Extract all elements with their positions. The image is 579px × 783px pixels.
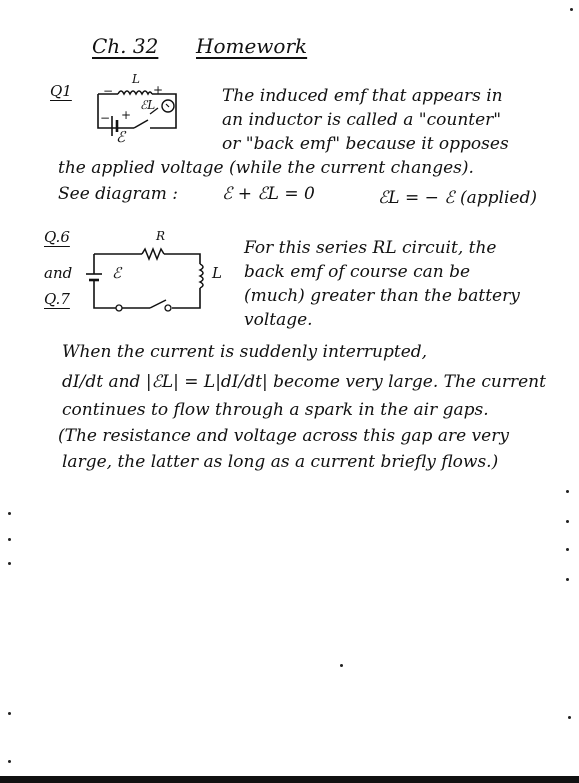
scan-speck <box>340 664 343 667</box>
q1-text-line-4: the applied voltage (while the current changes). <box>58 158 474 178</box>
paragraph-line-1: When the current is suddenly interrupted, <box>62 342 428 362</box>
q6-text-line-1: For this series RL circuit, the <box>244 238 497 258</box>
q1-diagram-plus-bat: + <box>121 108 132 122</box>
q1-diagram-minus-bat: − <box>100 111 111 125</box>
q1-equation-2: ℰL = − ℰ (applied) <box>378 188 537 208</box>
q6-rl-circuit-diagram <box>84 242 214 322</box>
paragraph-line-2: dI/dt and |ℰL| = L|dI/dt| become very large. The current <box>62 372 546 392</box>
scan-speck <box>566 520 569 523</box>
scan-speck <box>566 490 569 493</box>
q6-text-line-2: back emf of course can be <box>244 262 471 282</box>
scan-speck <box>8 562 11 565</box>
q6-and-label: and <box>44 264 73 282</box>
q6-label: Q.6 <box>44 228 70 246</box>
scan-speck <box>8 760 11 763</box>
q6-diagram-L: L <box>212 264 222 282</box>
paragraph-line-3: continues to flow through a spark in the air gaps. <box>62 400 489 420</box>
chapter-label: Ch. 32 <box>92 34 159 58</box>
q6-diagram-R: R <box>156 229 166 243</box>
q1-text-line-3: or "back emf" because it opposes <box>222 134 509 154</box>
scan-bottom-edge <box>0 776 579 783</box>
page-title: Homework <box>196 34 308 58</box>
q1-equation-1: ℰ + ℰL = 0 <box>222 184 315 204</box>
scan-speck <box>570 8 573 11</box>
scan-speck <box>566 578 569 581</box>
scan-speck <box>8 538 11 541</box>
scan-speck <box>568 716 571 719</box>
q1-diagram-minus-top: − <box>103 84 114 98</box>
q1-diagram-eL: ℰL <box>140 98 156 112</box>
q1-diagram-plus-top: + <box>153 83 164 97</box>
q1-diagram-emf: ℰ <box>116 128 126 146</box>
paragraph-line-4: (The resistance and voltage across this gap are very <box>58 426 509 446</box>
scan-speck <box>8 712 11 715</box>
q1-diagram-L: L <box>132 72 140 86</box>
paragraph-line-5: large, the latter as long as a current briefly flows.) <box>62 452 499 472</box>
q6-text-line-4: voltage. <box>244 310 313 330</box>
scan-speck <box>566 548 569 551</box>
q6-text-line-3: (much) greater than the battery <box>244 286 520 306</box>
q1-text-line-1: The induced emf that appears in <box>222 86 503 106</box>
q1-text-line-2: an inductor is called a "counter" <box>222 110 502 130</box>
q6-diagram-emf: ℰ <box>112 264 122 282</box>
q1-see-diagram: See diagram : <box>58 184 179 204</box>
q7-label: Q.7 <box>44 290 70 308</box>
q1-label: Q1 <box>50 82 72 100</box>
scan-speck <box>8 512 11 515</box>
